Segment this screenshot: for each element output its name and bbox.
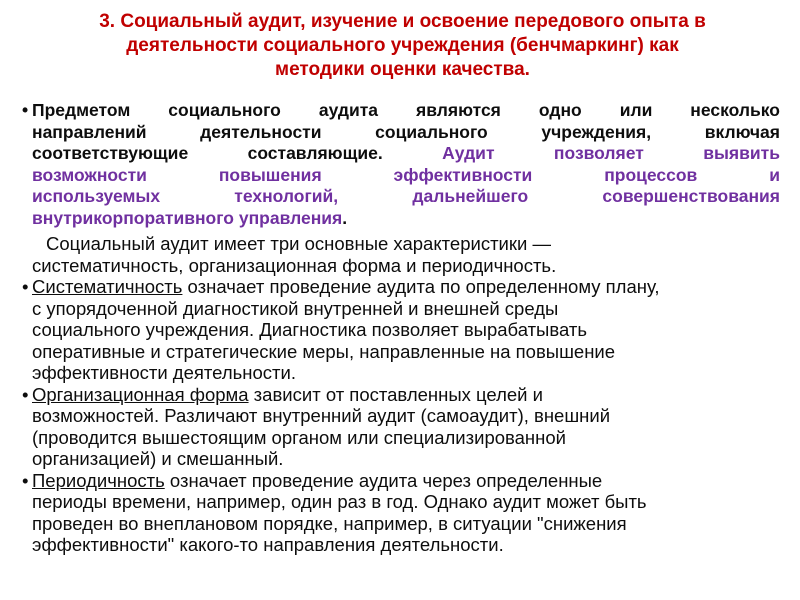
org-form-term: Организационная форма	[32, 383, 249, 405]
periodicity-term: Периодичность	[32, 469, 165, 491]
title-line: 3. Социальный аудит, изучение и освоение передового опыта в	[99, 11, 706, 32]
periodicity-line: проведен во внеплановом порядке, например, в ситуации "снижения	[32, 512, 627, 534]
title-line: методики оценки качества.	[275, 59, 530, 80]
org-form-line-rest: зависит от поставленных целей и	[248, 383, 543, 405]
periodicity-line	[32, 470, 780, 492]
org-form-line	[32, 384, 780, 406]
characteristics-line: Социальный аудит имеет три основные характеристики —	[46, 233, 551, 254]
systematicity-line-rest: означает проведение аудита по определенному плану,	[182, 276, 660, 297]
title-line: деятельности социального учреждения (бенчмаркинг) как	[126, 35, 679, 56]
intro-line-end: .	[342, 207, 348, 228]
periodicity-line: периоды времени, например, один раз в год. Однако аудит может быть	[32, 491, 647, 512]
org-form-line: организацией) и смешанный.	[32, 448, 284, 469]
intro-line: направлений деятельности социального учреждения, включая	[32, 121, 780, 142]
intro-line-purple: внутрикорпоративного управления	[32, 207, 343, 228]
bullet-icon: •	[22, 469, 29, 491]
intro-line: используемых технологий, дальнейшего совершенствования	[32, 186, 780, 206]
intro-paragraph	[22, 100, 780, 229]
intro-line: возможности повышения эффективности процессов и	[32, 164, 780, 185]
intro-line	[32, 143, 780, 165]
bullet-icon: •	[22, 276, 29, 297]
characteristics-paragraph	[22, 233, 780, 276]
org-form-line: (проводится вышестоящим органом или специализированной	[32, 426, 566, 448]
org-form-line: возможностей. Различают внутренний аудит (самоаудит), внешний	[32, 405, 611, 426]
systematicity-line: эффективности деятельности.	[32, 362, 296, 383]
characteristics-line: систематичность, организационная форма и периодичность.	[32, 254, 557, 276]
bullet-icon: •	[22, 100, 29, 120]
systematicity-paragraph	[22, 276, 780, 384]
bullet-icon: •	[22, 383, 29, 405]
systematicity-term: Систематичность	[32, 276, 183, 297]
intro-line: Предметом социального аудита являются одно или несколько	[32, 100, 780, 120]
systematicity-line: социального учреждения. Диагностика позволяет вырабатывать	[32, 319, 587, 340]
org-form-paragraph	[22, 384, 780, 470]
periodicity-line-rest: означает проведение аудита через определенные	[164, 469, 603, 491]
slide-body	[22, 100, 780, 556]
systematicity-line: оперативные и стратегические меры, направленные на повышение	[32, 340, 616, 362]
systematicity-line	[32, 276, 780, 298]
intro-line	[32, 208, 780, 230]
systematicity-line: с упорядоченной диагностикой внутренней и внешней среды	[32, 297, 559, 319]
slide-title	[30, 10, 775, 82]
periodicity-paragraph	[22, 470, 780, 556]
intro-line-black: соответствующие составляющие.	[32, 143, 383, 163]
intro-line-purple: Аудит позволяет выявить	[382, 143, 780, 163]
periodicity-line: эффективности" какого-то направления деятельности.	[32, 534, 504, 555]
